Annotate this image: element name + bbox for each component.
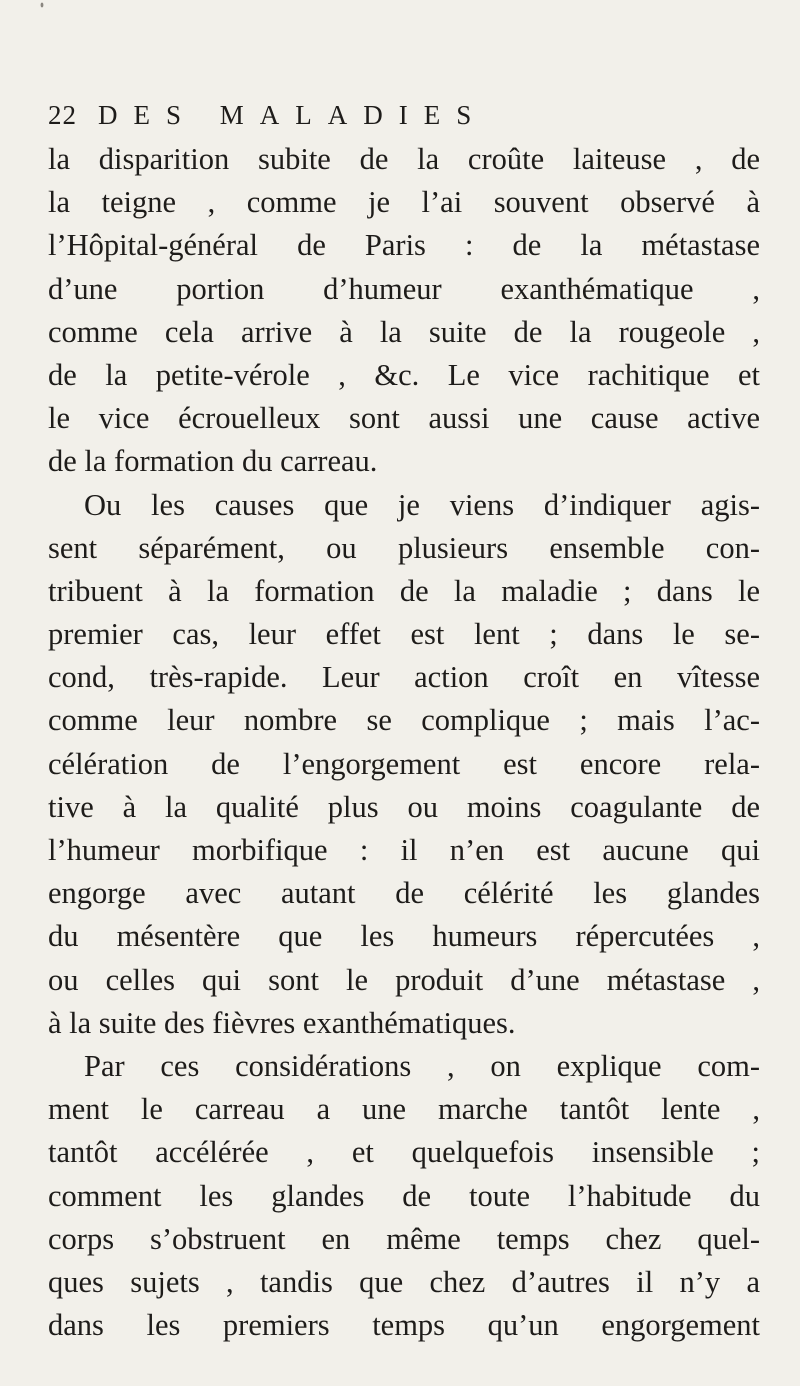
text-line: comme cela arrive à la suite de la rougeole , [48,314,760,349]
running-title: DES MALADIES [98,100,488,130]
text-line: engorge avec autant de célérité les glandes [48,876,760,911]
text-line: Ou les causes que je viens d’indiquer agis- [84,487,760,522]
text-line: comment les glandes de toute l’habitude du [48,1178,760,1213]
text-line: comme leur nombre se complique ; mais l’ac- [48,703,760,738]
text-line: cond, très-rapide. Leur action croît en vîtesse [48,660,760,695]
text-line: du mésentère que les humeurs répercutées , [48,919,760,954]
text-line: dans les premiers temps qu’un engorgement [48,1308,760,1343]
text-line: tantôt accélérée , et quelquefois insensible ; [48,1135,760,1170]
body-text [48,138,760,1347]
text-line: célération de l’engorgement est encore rela- [48,746,760,781]
text-line: à la suite des fièvres exanthématiques. [48,1005,516,1040]
text-line: la teigne , comme je l’ai souvent observé à [48,185,760,220]
text-line: premier cas, leur effet est lent ; dans le se- [48,617,760,652]
text-line: d’une portion d’humeur exanthématique , [48,271,760,306]
ink-mark [38,0,46,8]
text-line: Par ces considérations , on explique com- [84,1048,760,1083]
text-line: ou celles qui sont le produit d’une métastase , [48,962,760,997]
text-line: la disparition subite de la croûte laiteuse , de [48,142,760,176]
text-line: le vice écrouelleux sont aussi une cause active [48,401,760,436]
running-head [48,100,688,140]
text-line: de la petite-vérole , &c. Le vice rachitique et [48,357,760,392]
text-line: l’Hôpital-général de Paris : de la métastase [48,228,760,263]
text-line: tribuent à la formation de la maladie ; dans le [48,573,760,608]
text-line: ment le carreau a une marche tantôt lente , [48,1092,760,1127]
text-line: de la formation du carreau. [48,444,378,479]
text-line: sent séparément, ou plusieurs ensemble con- [48,530,760,565]
page-number: 22 [48,100,77,130]
text-line: tive à la qualité plus ou moins coagulante de [48,789,760,824]
text-line: corps s’obstruent en même temps chez quel- [48,1221,760,1256]
text-line: ques sujets , tandis que chez d’autres il n’y a [48,1264,760,1299]
text-line: l’humeur morbifique : il n’en est aucune qui [48,833,760,867]
